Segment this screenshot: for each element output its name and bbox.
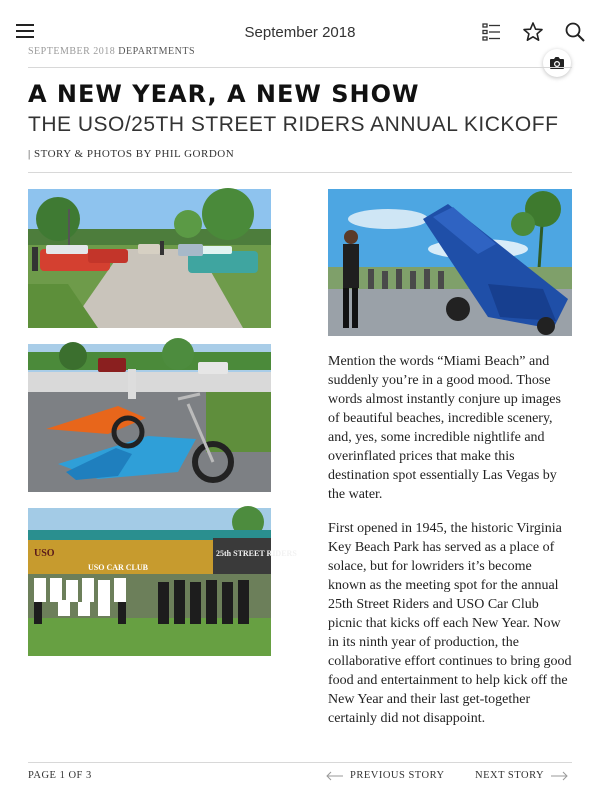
photo-sign-street-banner: 25th STREET RIDERS [216, 549, 297, 558]
camera-button[interactable] [543, 49, 571, 77]
article-subtitle: THE USO/25TH STREET RIDERS ANNUAL KICKOFF [28, 113, 559, 136]
byline [28, 148, 234, 160]
search-icon[interactable] [563, 20, 587, 44]
photo-car-show-lot[interactable] [28, 189, 271, 328]
article-paragraph-1: Mention the words “Miami Beach” and suddenly you’re in a good mood. Those words almost instantly conjure up images of beautiful beaches, incredible scenery, and, yes, some incredible nightlife and overinflated prices that make this destination spot essentially Las Vegas by the water. [328, 354, 561, 502]
previous-story-label: PREVIOUS STORY [350, 770, 445, 781]
previous-story-link[interactable] [326, 770, 445, 781]
issue-title: September 2018 [244, 24, 356, 41]
arrow-left-icon [326, 771, 344, 781]
article-paragraph-2: First opened in 1945, the historic Virginia Key Beach Park has served as a place of solace, but for lowriders it’s become known as the meeting spot for the annual 25th Street Riders and USO Car Club picnic that kicks off each New Year. Now in its ninth year of production, the collaborative effort continues to bring good food and entertainment to help kick off the New Year and their last get-together certainly did not disappoint. [328, 521, 572, 726]
photo-sign-uso-banner: USO CAR CLUB [88, 563, 149, 572]
page-indicator: PAGE 1 OF 3 [28, 770, 92, 781]
breadcrumb-issue[interactable]: SEPTEMBER 2018 [28, 46, 116, 57]
breadcrumb [28, 46, 195, 57]
photo-club-group[interactable] [28, 508, 297, 656]
next-story-label: NEXT STORY [475, 770, 545, 781]
table-of-contents-icon[interactable] [480, 20, 504, 44]
breadcrumb-section[interactable]: DEPARTMENTS [118, 46, 196, 57]
byline-author: PHIL GORDON [154, 148, 235, 160]
next-story-link[interactable] [475, 770, 568, 781]
photo-lowrider-hop[interactable] [328, 189, 572, 336]
divider [28, 67, 572, 68]
divider [28, 172, 572, 173]
article-title: A NEW YEAR, A NEW SHOW [28, 80, 420, 108]
byline-prefix: | STORY & PHOTOS BY [28, 148, 152, 160]
divider [28, 762, 572, 763]
star-icon[interactable] [521, 20, 545, 44]
arrow-right-icon [550, 771, 568, 781]
camera-icon [543, 49, 571, 77]
photo-motorcycles[interactable] [28, 344, 271, 492]
photo-sign-uso: USO [34, 548, 55, 559]
